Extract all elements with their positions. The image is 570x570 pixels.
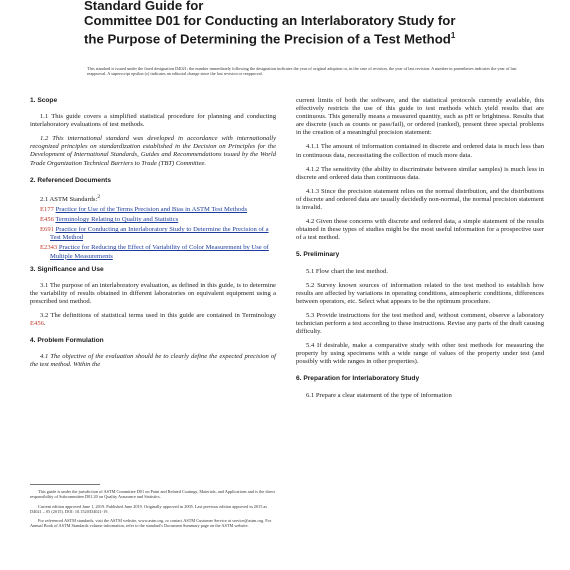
- terminology-link[interactable]: E456: [30, 320, 44, 328]
- paragraph-4-1-2: 4.1.2 The sensitivity (the ability to discriminate between similar samples) is much less in discrete and ordered data than continuous data.: [296, 165, 544, 181]
- paragraph-5-4: 5.4 If desirable, make a comparative study with other test methods for measuring the property by using specimens with a wide range of values of the property under test (and possibly with wide ranges in other properties).: [296, 342, 544, 366]
- title-line-3-text: the Purpose of Determining the Precision of a Test Method: [84, 31, 451, 47]
- footnote-divider: [30, 484, 100, 485]
- paragraph-5-3: 5.3 Provide instructions for the test method and, without comment, observe a laboratory technician perform a test according to these instructions. Revise any parts of the draft causing difficulty.: [296, 311, 544, 336]
- section-heading-scope: 1. Scope: [30, 97, 58, 104]
- footnote: This guide is under the jurisdiction of ASTM Committee D01 on Paint and Related Coatings, Materials, and Applications and is the direct responsibility of Subcommittee D01.20 on Quality Assurance and Statistics.: [30, 489, 276, 500]
- issuance-note: This standard is issued under the fixed designation D4021; the number immediately following the designation indicates the year of original adoption or, in the case of revision, the year of last revision. A number in parentheses indicates the year of last reapproval. A superscript epsilon (ε) indicates an editorial change since the last revision or reapproval.: [87, 66, 517, 77]
- reference-item[interactable]: [30, 206, 276, 214]
- paragraph-4-2: 4.2 Given these concerns with discrete and ordered data, a simple statement of the results obtained in these types of studies might be the most useful information for a prospective user of a test method.: [296, 218, 544, 242]
- paragraph-3-2: [30, 312, 276, 328]
- left-column: [30, 97, 276, 375]
- reference-item[interactable]: [30, 216, 276, 224]
- footnote: Current edition approved June 1, 2019. Published June 2019. Originally approved in 2005. Last previous edition approved in 2015 as D4021 – 05 (2015). DOI: 10.1520/D4021-19.: [30, 503, 268, 514]
- title-footnote-mark: 1: [450, 31, 456, 40]
- right-column: [296, 97, 544, 406]
- paragraph-4-1-continued: current limits of both the software, and the statistical protocols currently available, this effectively restricts the use of this guide to test methods which yield results that are continuous. This generally means a measured quantity, such as pH or brightness. Results that are discrete (such as counts or pass/fail), or ordered (ranked), present three special problems in the creation of a meaningful precision statement:: [296, 97, 544, 137]
- reference-code[interactable]: E2343: [40, 244, 58, 252]
- title-line-2: Committee D01 for Conducting an Interlaboratory Study for: [84, 13, 456, 28]
- reference-code[interactable]: E456: [40, 216, 54, 224]
- reference-code[interactable]: E177: [40, 206, 54, 214]
- footnote-mark-2: 2: [97, 193, 101, 200]
- section-heading-significance: 3. Significance and Use: [30, 265, 104, 273]
- paragraph-2-1-text: 2.1 ASTM Standards:: [40, 195, 98, 203]
- document-header: [84, 0, 524, 46]
- section-heading-problem-formulation: 4. Problem Formulation: [30, 337, 104, 345]
- paragraph-5-1: 5.1 Flow chart the test method.: [306, 267, 388, 275]
- reference-link[interactable]: Practice for Reducing the Effect of Variability of Color Measurement by Use of Multiple Measurements: [50, 244, 269, 260]
- reference-link[interactable]: Terminology Relating to Quality and Statistics: [55, 216, 179, 224]
- reference-link[interactable]: Practice for Conducting an Interlaboratory Study to Determine the Precision of a Test Method: [50, 226, 269, 242]
- paragraph-6-1: 6.1 Prepare a clear statement of the type of information: [306, 391, 452, 399]
- section-heading-referenced-documents: 2. Referenced Documents: [30, 176, 111, 184]
- paragraph-3-2-text: 3.2 The definitions of statistical terms used in this guide are contained in Terminology: [40, 311, 276, 319]
- title-line-1: Standard Guide for: [84, 0, 204, 13]
- paragraph-3-2-end: .: [43, 320, 46, 328]
- paragraph-3-1: 3.1 The purpose of an interlaboratory evaluation, as defined in this guide, is to determine the variability of results obtained in different laboratories on equivalent equipment using a prescribed test method.: [30, 281, 276, 305]
- reference-item[interactable]: [30, 244, 276, 260]
- section-heading-preparation: 6. Preparation for Interlaboratory Study: [296, 375, 420, 383]
- paragraph-2-1: [30, 193, 276, 204]
- reference-code[interactable]: E691: [40, 226, 54, 234]
- paragraph-5-2: 5.2 Survey known sources of information related to the test method to establish how results are affected by variations in operating conditions, atmospheric conditions, differences between operators, etc. Select what appears to be the optimum procedure.: [296, 281, 544, 305]
- reference-link[interactable]: Practice for Use of the Terms Precision and Bias in ASTM Test Methods: [55, 206, 248, 214]
- title-line-3: [84, 28, 524, 46]
- paragraph-4-1-3: 4.1.3 Since the precision statement relies on the normal distribution, and the distributions of discrete and ordered data are usually decidedly non-normal, the normal precision statement is invalid.: [296, 187, 544, 212]
- footnotes: [30, 489, 276, 533]
- paragraph-4-1: 4.1 The objective of the evaluation should be to clearly define the expected precision of the test method. Within the: [30, 353, 276, 369]
- paragraph-4-1-1: 4.1.1 The amount of information contained in discrete and ordered data is much less than in continuous data, necessitating the collection of much more data.: [296, 143, 544, 159]
- paragraph-1-1: 1.1 This guide covers a simplified statistical procedure for planning and conducting interlaboratory evaluations of test methods.: [30, 113, 276, 129]
- footnote: For referenced ASTM standards, visit the ASTM website, www.astm.org, or contact ASTM Customer Service at service@astm.org. For Annual Book of ASTM Standards volume information, refer to the standard's Document Summary page on the ASTM website.: [30, 518, 272, 529]
- reference-item[interactable]: [30, 226, 276, 242]
- paragraph-1-2: 1.2 This international standard was developed in accordance with internationally recognized principles on standardization established in the Decision on Principles for the Development of International Standards, Guides and Recommendations issued by the World Trade Organization Technical Barriers to Trade (TBT) Committee.: [30, 135, 276, 167]
- section-heading-preliminary: 5. Preliminary: [296, 251, 340, 259]
